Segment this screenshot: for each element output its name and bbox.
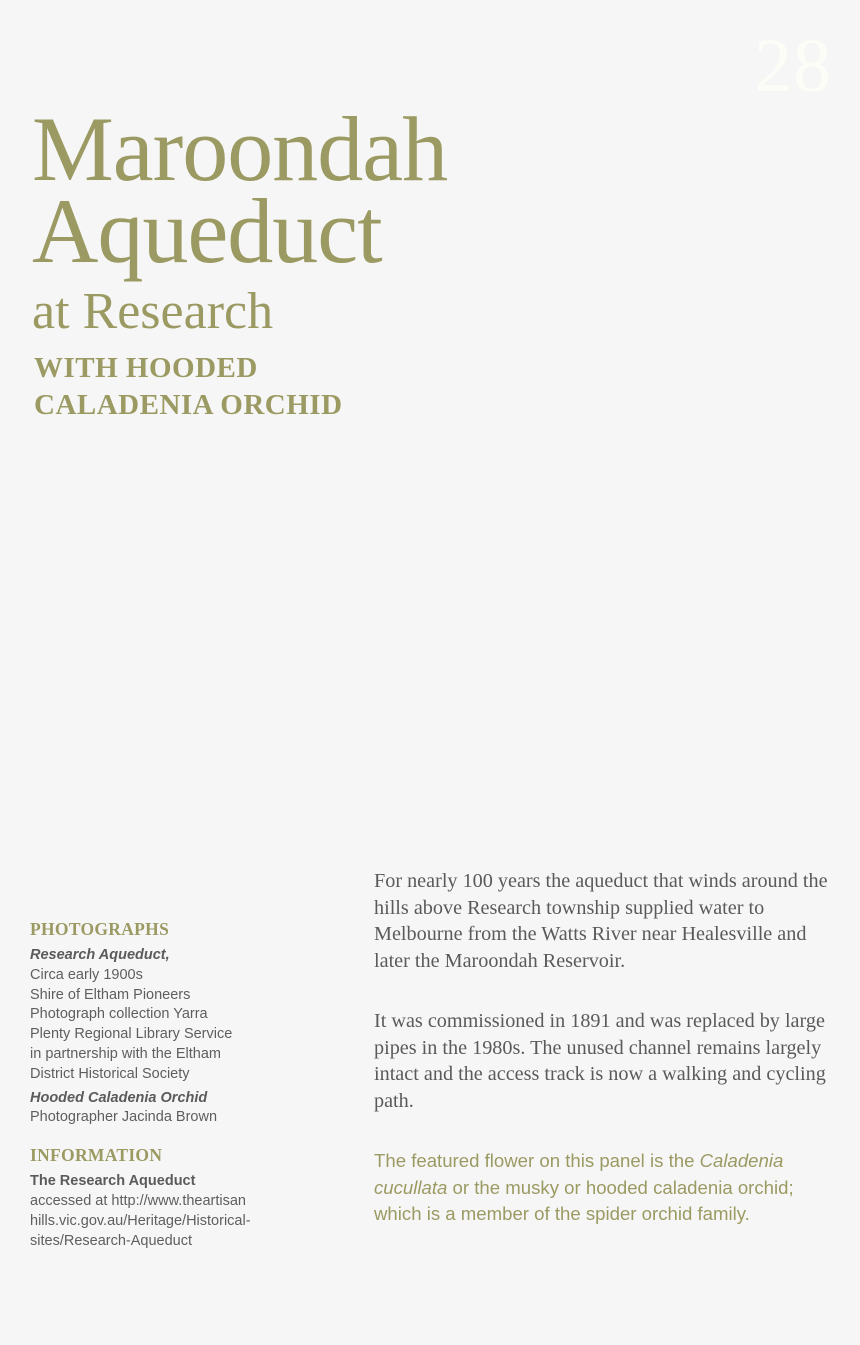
photo2-line: Photographer Jacinda Brown [30,1109,218,1126]
body-paragraph-2: It was commissioned in 1891 and was replaced by large pipes in the 1980s. The unused channel remains largely intact and the access track is now a walking and cycling path. [374,1010,826,1112]
featured-flower-paragraph [374,1148,844,1228]
photo1-line: District Historical Society [30,1065,190,1082]
photo1-line: Photograph collection Yarra [30,1006,208,1023]
photo1-title: Research Aqueduct, [30,947,170,963]
credits-column [30,918,340,1251]
body-column [374,868,844,1262]
information-heading: INFORMATION [30,1145,163,1166]
info-line: hills.vic.gov.au/Heritage/Historical- [30,1212,251,1229]
subtitle: at Research [32,283,274,340]
title-line-1: Maroondah [32,98,448,200]
photo1-line: Circa early 1900s [30,966,143,983]
featured-text-end: or the musky or hooded caladenia orchid; which is a member of the spider orchid family. [374,1176,794,1224]
photo1-line: in partnership with the Eltham [30,1045,222,1062]
tagline-line-2: CALADENIA ORCHID [34,389,343,421]
info-line: sites/Research-Aqueduct [30,1232,192,1249]
info-line: accessed at http://www.theartisan [30,1192,246,1209]
tagline [34,350,592,424]
tagline-line-1: WITH HOODED [34,352,258,384]
species-name: Caladenia cucullata [374,1150,784,1198]
photographs-heading: PHOTOGRAPHS [30,919,170,939]
title-block [32,98,592,424]
featured-text-start: The featured flower on this panel is the [374,1150,700,1171]
body-paragraph-1: For nearly 100 years the aqueduct that winds around the hills above Research township supplied water to Melbourne from the Watts River near Healesville and later the Maroondah Reservoir. [374,870,828,972]
page-number: 28 [754,24,832,108]
info-title: The Research Aqueduct [30,1173,196,1190]
photo2-title: Hooded Caladenia Orchid [30,1089,208,1106]
title-line-2: Aqueduct [32,180,382,282]
photo1-line: Shire of Eltham Pioneers [30,986,191,1003]
photo1-line: Plenty Regional Library Service [30,1026,233,1043]
